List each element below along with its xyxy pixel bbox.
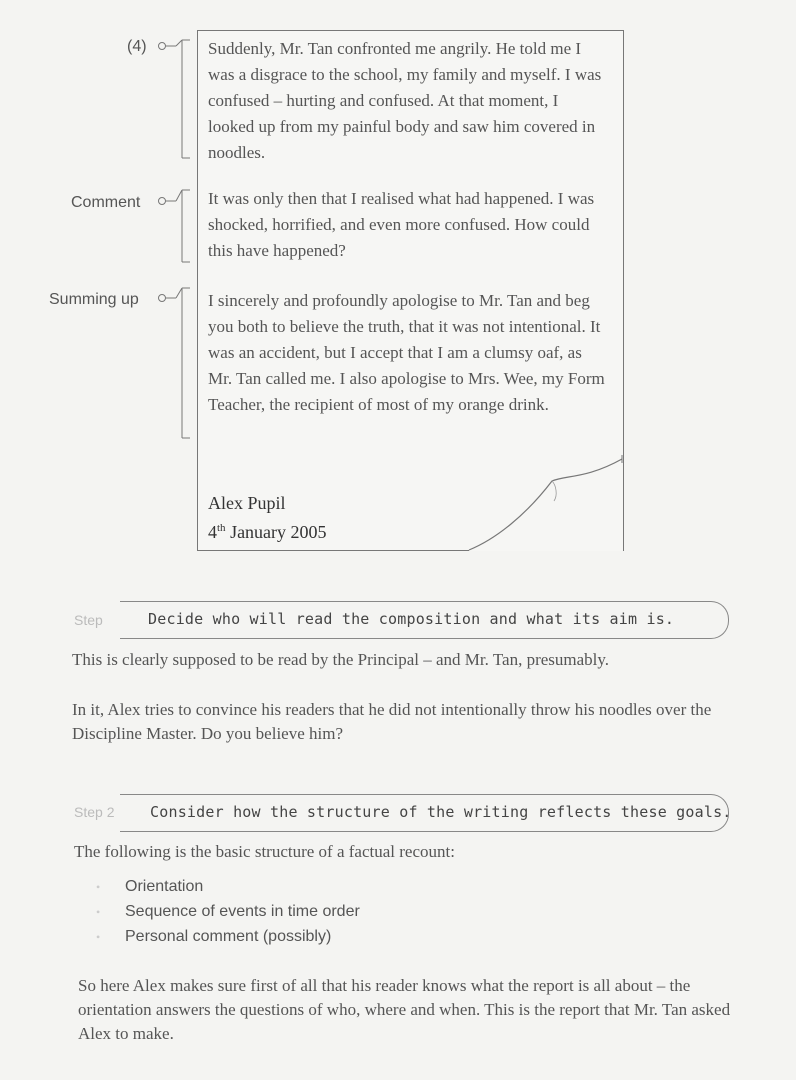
margin-label-para4: (4) bbox=[127, 38, 147, 55]
body-paragraph-2: In it, Alex tries to convince his readers that he did not intentionally throw his noodles over the Discipline Master. Do you believe him? bbox=[72, 700, 712, 743]
margin-label-comment: Comment bbox=[71, 194, 141, 211]
page-curl-icon bbox=[466, 455, 626, 553]
list-bullet: • bbox=[96, 930, 101, 944]
list-bullet: • bbox=[96, 905, 101, 919]
body-paragraph-4: So here Alex makes sure first of all that his reader knows what the report is all about – the orientation answers the questions of who, where and when. This is the report that Mr. Tan asked Alex to make. bbox=[78, 976, 731, 1043]
bracket-connector-summing-up bbox=[156, 284, 192, 442]
body-paragraph-3: The following is the basic structure of a factual recount: bbox=[74, 842, 455, 861]
body-paragraph-1: This is clearly supposed to be read by the Principal – and Mr. Tan, presumably. bbox=[72, 650, 610, 669]
step-1-text: Decide who will read the composition and what its aim is. bbox=[148, 610, 675, 628]
signature-name: Alex Pupil bbox=[208, 493, 286, 513]
step-1-tag: Step bbox=[74, 612, 103, 628]
date-suffix: th bbox=[217, 522, 226, 534]
letter-paragraph-summing-up: I sincerely and profoundly apologise to Mr. Tan and beg you both to believe the truth, that it was not intentional. It was an accident, but I accept that I am a clumsy oaf, as Mr. Tan called me. I also apologise to Mrs. Wee, my Form Teacher, the recipient of most of my orange drink. bbox=[208, 291, 605, 414]
step-2-text: Consider how the structure of the writing reflects these goals. bbox=[150, 803, 732, 821]
list-item: Personal comment (possibly) bbox=[125, 928, 332, 945]
list-item: Sequence of events in time order bbox=[125, 903, 360, 920]
margin-label-summing-up: Summing up bbox=[49, 291, 139, 308]
date-rest: January 2005 bbox=[225, 522, 327, 542]
bracket-connector-comment bbox=[156, 186, 192, 266]
list-item: Orientation bbox=[125, 878, 204, 895]
letter-page-bottom-edge bbox=[197, 550, 469, 551]
bracket-connector-para4 bbox=[156, 36, 192, 161]
step-2-tag: Step 2 bbox=[74, 804, 115, 820]
date-day: 4 bbox=[208, 522, 217, 542]
letter-paragraph-comment: It was only then that I realised what had happened. I was shocked, horrified, and even more confused. How could this have happened? bbox=[208, 189, 595, 260]
list-bullet: • bbox=[96, 880, 101, 894]
letter-paragraph-4: Suddenly, Mr. Tan confronted me angrily. He told me I was a disgrace to the school, my family and myself. I was confused – hurting and confused. At that moment, I looked up from my painful body and saw him covered in noodles. bbox=[208, 39, 602, 162]
signature-date bbox=[208, 516, 327, 545]
